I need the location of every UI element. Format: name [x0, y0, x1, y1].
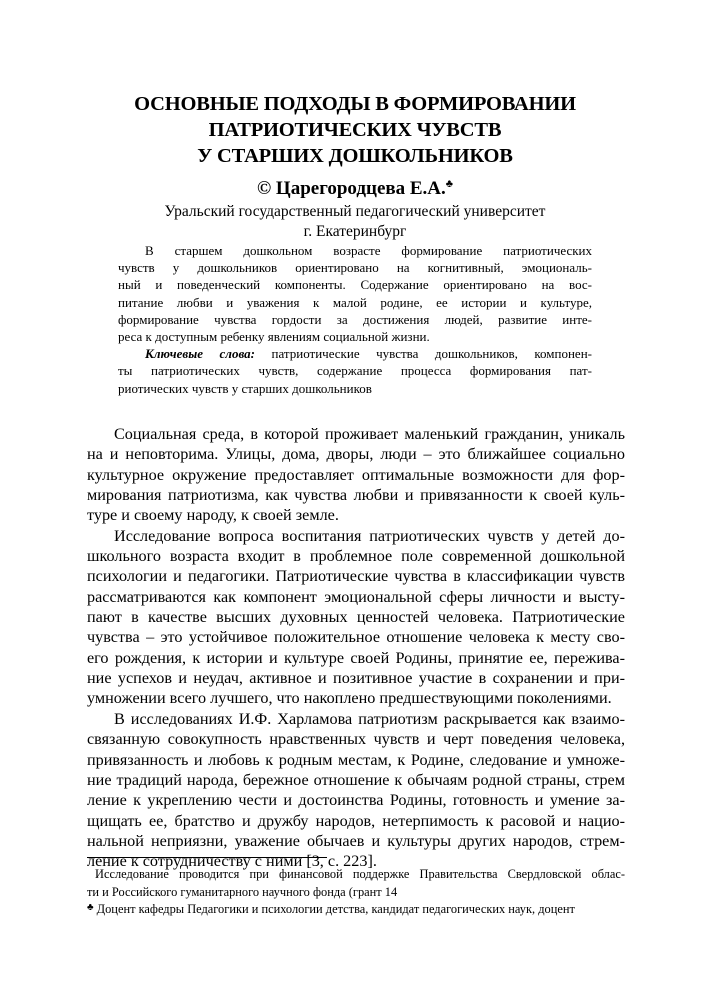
body-line: мирования патриотизма, как чувства любви и привязанности к своей куль- — [87, 486, 625, 505]
body-line: ление к сотрудничеству с ними [3, с. 223]. — [87, 852, 377, 871]
keywords-line: риотических чувств у старших дошкольников — [118, 380, 372, 396]
body-line: на и неповторима. Улицы, дома, дворы, люди – это ближайшее социально — [87, 445, 625, 464]
body-line: умножении всего лучшего, что накоплено предшествующими поколениями. — [87, 689, 612, 708]
keywords-text: патриотические чувства дошкольников, компонен- — [255, 346, 592, 362]
affiliation-line: Уральский государственный педагогический университет — [164, 203, 546, 220]
body-line: связанную совокупность нравственных чувств и черт поведения человека, — [87, 730, 625, 749]
body-line: нальной неприязни, уважение обычаев и культуры других народов, стрем- — [87, 831, 625, 850]
body-line: ние успехов и неудач, активное и позитивное участие в сохранении и при- — [87, 669, 625, 688]
abstract-line: формирование чувства гордости за достижения людей, развитие инте- — [118, 311, 592, 327]
title-line: ПАТРИОТИЧЕСКИХ ЧУВСТВ — [208, 119, 502, 141]
footnote-mark: ♣ — [87, 902, 94, 913]
abstract-line: чувств у дошкольников ориентировано на когнитивный, эмоциональ- — [118, 260, 592, 276]
abstract-line: реса к доступным ребенку явлениям социальной жизни. — [118, 329, 430, 345]
paper-title — [90, 91, 620, 169]
footnote-divider — [87, 857, 327, 858]
keywords-label: Ключевые слова: — [145, 346, 255, 362]
abstract-line: ный и поведенческий компоненты. Содержание ориентировано на вос- — [118, 277, 592, 293]
body-line: Исследование вопроса воспитания патриотических чувств у детей до- — [114, 526, 625, 545]
body-line: ление к укреплению чести и достоинства Родины, готовность и умение за- — [87, 791, 625, 810]
body-line: рассматриваются как компонент эмоциональной сферы личности и высту- — [87, 587, 625, 606]
body-line: культурное окружение предоставляет оптимальные возможности для фор- — [87, 465, 625, 484]
body-line: пают в качестве высших духовных ценностей человека. Патриотические — [87, 608, 625, 627]
keywords-line — [118, 345, 592, 362]
abstract-line: В старшем дошкольном возрасте формирование патриотических — [145, 243, 592, 258]
body-line: В исследованиях И.Ф. Харламова патриотизм раскрывается как взаимо- — [114, 709, 625, 728]
abstract — [118, 242, 592, 397]
affiliation — [90, 202, 620, 242]
body-line: ние традиций народа, бережное отношение к обычаям родной страны, стрем — [87, 770, 625, 789]
footnote-line: Исследование проводится при финансовой поддержке Правительства Свердловской облас- — [95, 867, 625, 881]
body-line: школьного возраста входит в проблемное поле современной дошкольной — [87, 547, 625, 566]
footnote-text: Доцент кафедры Педагогики и психологии детства, кандидат педагогических наук, доцент — [93, 902, 575, 916]
title-line: У СТАРШИХ ДОШКОЛЬНИКОВ — [197, 145, 513, 167]
body-line: щищать ее, братство и дружбу народов, нетерпимость к расовой и нацио- — [87, 811, 625, 830]
affiliation-line: г. Екатеринбург — [303, 223, 407, 240]
body-line: привязанность и любовь к родным местам, к Родине, следование и умноже- — [87, 750, 625, 769]
footnotes — [87, 866, 625, 920]
author-footnote-mark: ♣ — [445, 178, 453, 190]
keywords-line: ты патриотических чувств, содержание процесса формирования пат- — [118, 363, 592, 379]
body-line: психологии и педагогики. Патриотические чувства в классификации чувств — [87, 567, 625, 586]
footnote-line: ти и Российского гуманитарного научного фонда (грант 14 — [87, 884, 398, 899]
author-line — [90, 177, 620, 203]
title-line: ОСНОВНЫЕ ПОДХОДЫ В ФОРМИРОВАНИИ — [134, 93, 576, 115]
body-line: чувства – это устойчивое положительное отношение человека к месту сво- — [87, 628, 625, 647]
body-text — [87, 424, 625, 872]
body-line: его рождения, к истории и культуре своей Родины, принятие ее, пережива- — [87, 648, 625, 667]
abstract-line: питание любви и уважения к малой родине, ее истории и культуре, — [118, 294, 592, 310]
body-line: туре и своему народу, к своей земле. — [87, 506, 339, 525]
body-line: Социальная среда, в которой проживает маленький гражданин, уникаль — [114, 425, 625, 443]
author-footnote — [87, 901, 625, 920]
author-name: © Царегородцева Е.А. — [256, 178, 446, 199]
